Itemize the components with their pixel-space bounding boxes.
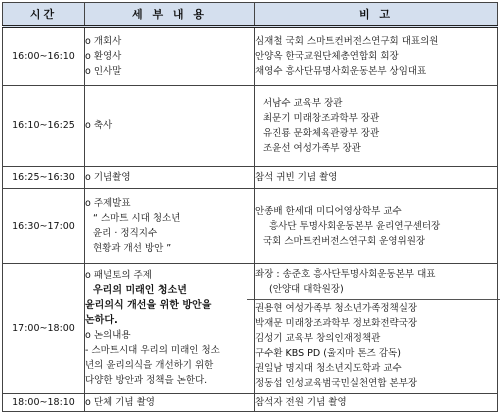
panelist: 구수환 KBS PD (울지마 톤즈 감독) xyxy=(255,347,401,359)
program-cell xyxy=(85,189,255,264)
program-line: o 단체 기념 촬영 xyxy=(85,396,155,408)
time-cell: 17:00~18:00 xyxy=(3,264,85,394)
remarks-line: 최문기 미래창조과학부 장관 xyxy=(263,112,380,124)
program-line: 윤리 · 정직지수 xyxy=(93,228,158,240)
panelist: 권일남 명지대 청소년지도학과 교수 xyxy=(255,362,402,374)
remarks-line: 국회 스마트컨버전스연구회 운영위원장 xyxy=(263,235,426,247)
program-line: 현황과 개선 방안 ” xyxy=(93,243,172,255)
program-line: o 기념촬영 xyxy=(85,171,131,183)
table-row xyxy=(3,27,498,86)
remarks-line: 안양옥 한국교원단체총연합회 회장 xyxy=(255,50,399,62)
panel-topic-line: 논하다. xyxy=(85,315,118,327)
program-line: o 축사 xyxy=(85,120,113,132)
program-line: - 스마트시대 우리의 미래인 청소 xyxy=(85,345,220,357)
header-remarks: 비 고 xyxy=(255,3,498,27)
header-time: 시간 xyxy=(3,3,85,27)
program-line: o 주제발표 xyxy=(85,198,131,210)
table-row xyxy=(3,393,498,411)
program-line: o 환영사 xyxy=(85,50,122,62)
header-program: 세 부 내 용 xyxy=(85,3,255,27)
chair-block xyxy=(255,265,497,299)
time-cell: 16:00~16:10 xyxy=(3,27,85,86)
panelist: 박재문 미래창조과학부 정보화전략국장 xyxy=(255,317,418,329)
panelist: 권용현 여성가족부 청소년가족정책실장 xyxy=(255,302,418,314)
program-line: “ 스마트 시대 청소년 xyxy=(93,213,181,225)
panelist: 김성기 교육부 창의인재정책관 xyxy=(255,332,381,344)
program-line: o 논의내용 xyxy=(85,330,131,342)
panel-topic-line: 윤리의식 개선을 위한 방안을 xyxy=(85,300,212,312)
header-row xyxy=(3,3,498,27)
remarks-cell xyxy=(255,27,498,86)
program-line: o 패널토의 주제 xyxy=(85,270,152,282)
table-row xyxy=(3,85,498,166)
remarks-cell xyxy=(255,85,498,166)
program-cell xyxy=(85,166,255,188)
program-cell xyxy=(85,85,255,166)
remarks-line: 채영수 흥사단뮤명사회운동본부 상임대표 xyxy=(255,65,427,77)
table-row xyxy=(3,189,498,264)
program-cell xyxy=(85,27,255,86)
time-cell: 16:30~17:00 xyxy=(3,189,85,264)
table-row xyxy=(3,264,498,394)
time-cell: 18:00~18:10 xyxy=(3,393,85,411)
remarks-cell xyxy=(255,166,498,188)
table-row xyxy=(3,166,498,188)
time-cell: 16:10~16:25 xyxy=(3,85,85,166)
chair-line: (안양대 대학원장) xyxy=(269,283,344,295)
program-line: o 인사말 xyxy=(85,65,122,77)
program-cell xyxy=(85,393,255,411)
chair-line: 좌장 : 송준호 흥사단투명사회운동본부 대표 xyxy=(255,268,436,280)
program-line: o 개회사 xyxy=(85,35,122,47)
panel-topic-line: 우리의 미래인 청소년 xyxy=(93,285,187,297)
remarks-line: 흥사단 투명사회운동본부 윤리연구센터장 xyxy=(269,220,441,232)
remarks-line: 안종배 한세대 미디어영상학부 교수 xyxy=(255,205,402,217)
time-cell: 16:25~16:30 xyxy=(3,166,85,188)
remarks-line: 조윤선 여성가족부 장관 xyxy=(263,142,361,154)
remarks-line: 유진룡 문화체육관광부 장관 xyxy=(263,127,380,139)
remarks-cell xyxy=(255,189,498,264)
program-line: 년의 윤리의식을 개선하기 위한 xyxy=(85,360,214,372)
panelist: 정동섭 인성교육범국민실천연합 본부장 xyxy=(255,377,418,389)
program-cell xyxy=(85,264,255,394)
remarks-cell xyxy=(255,393,498,411)
remarks-line: 심재철 국회 스마트컨버전스연구회 대표의원 xyxy=(255,35,439,47)
panel-list xyxy=(247,299,500,392)
remarks-line: 참석 귀빈 기념 촬영 xyxy=(255,171,338,183)
program-line: 다양한 방안과 정책을 논한다. xyxy=(85,375,208,387)
remarks-line: 서남수 교육부 장관 xyxy=(263,97,343,109)
remarks-cell xyxy=(255,264,498,394)
schedule-table xyxy=(2,2,498,412)
remarks-line: 참석자 전원 기념 촬영 xyxy=(255,396,347,408)
